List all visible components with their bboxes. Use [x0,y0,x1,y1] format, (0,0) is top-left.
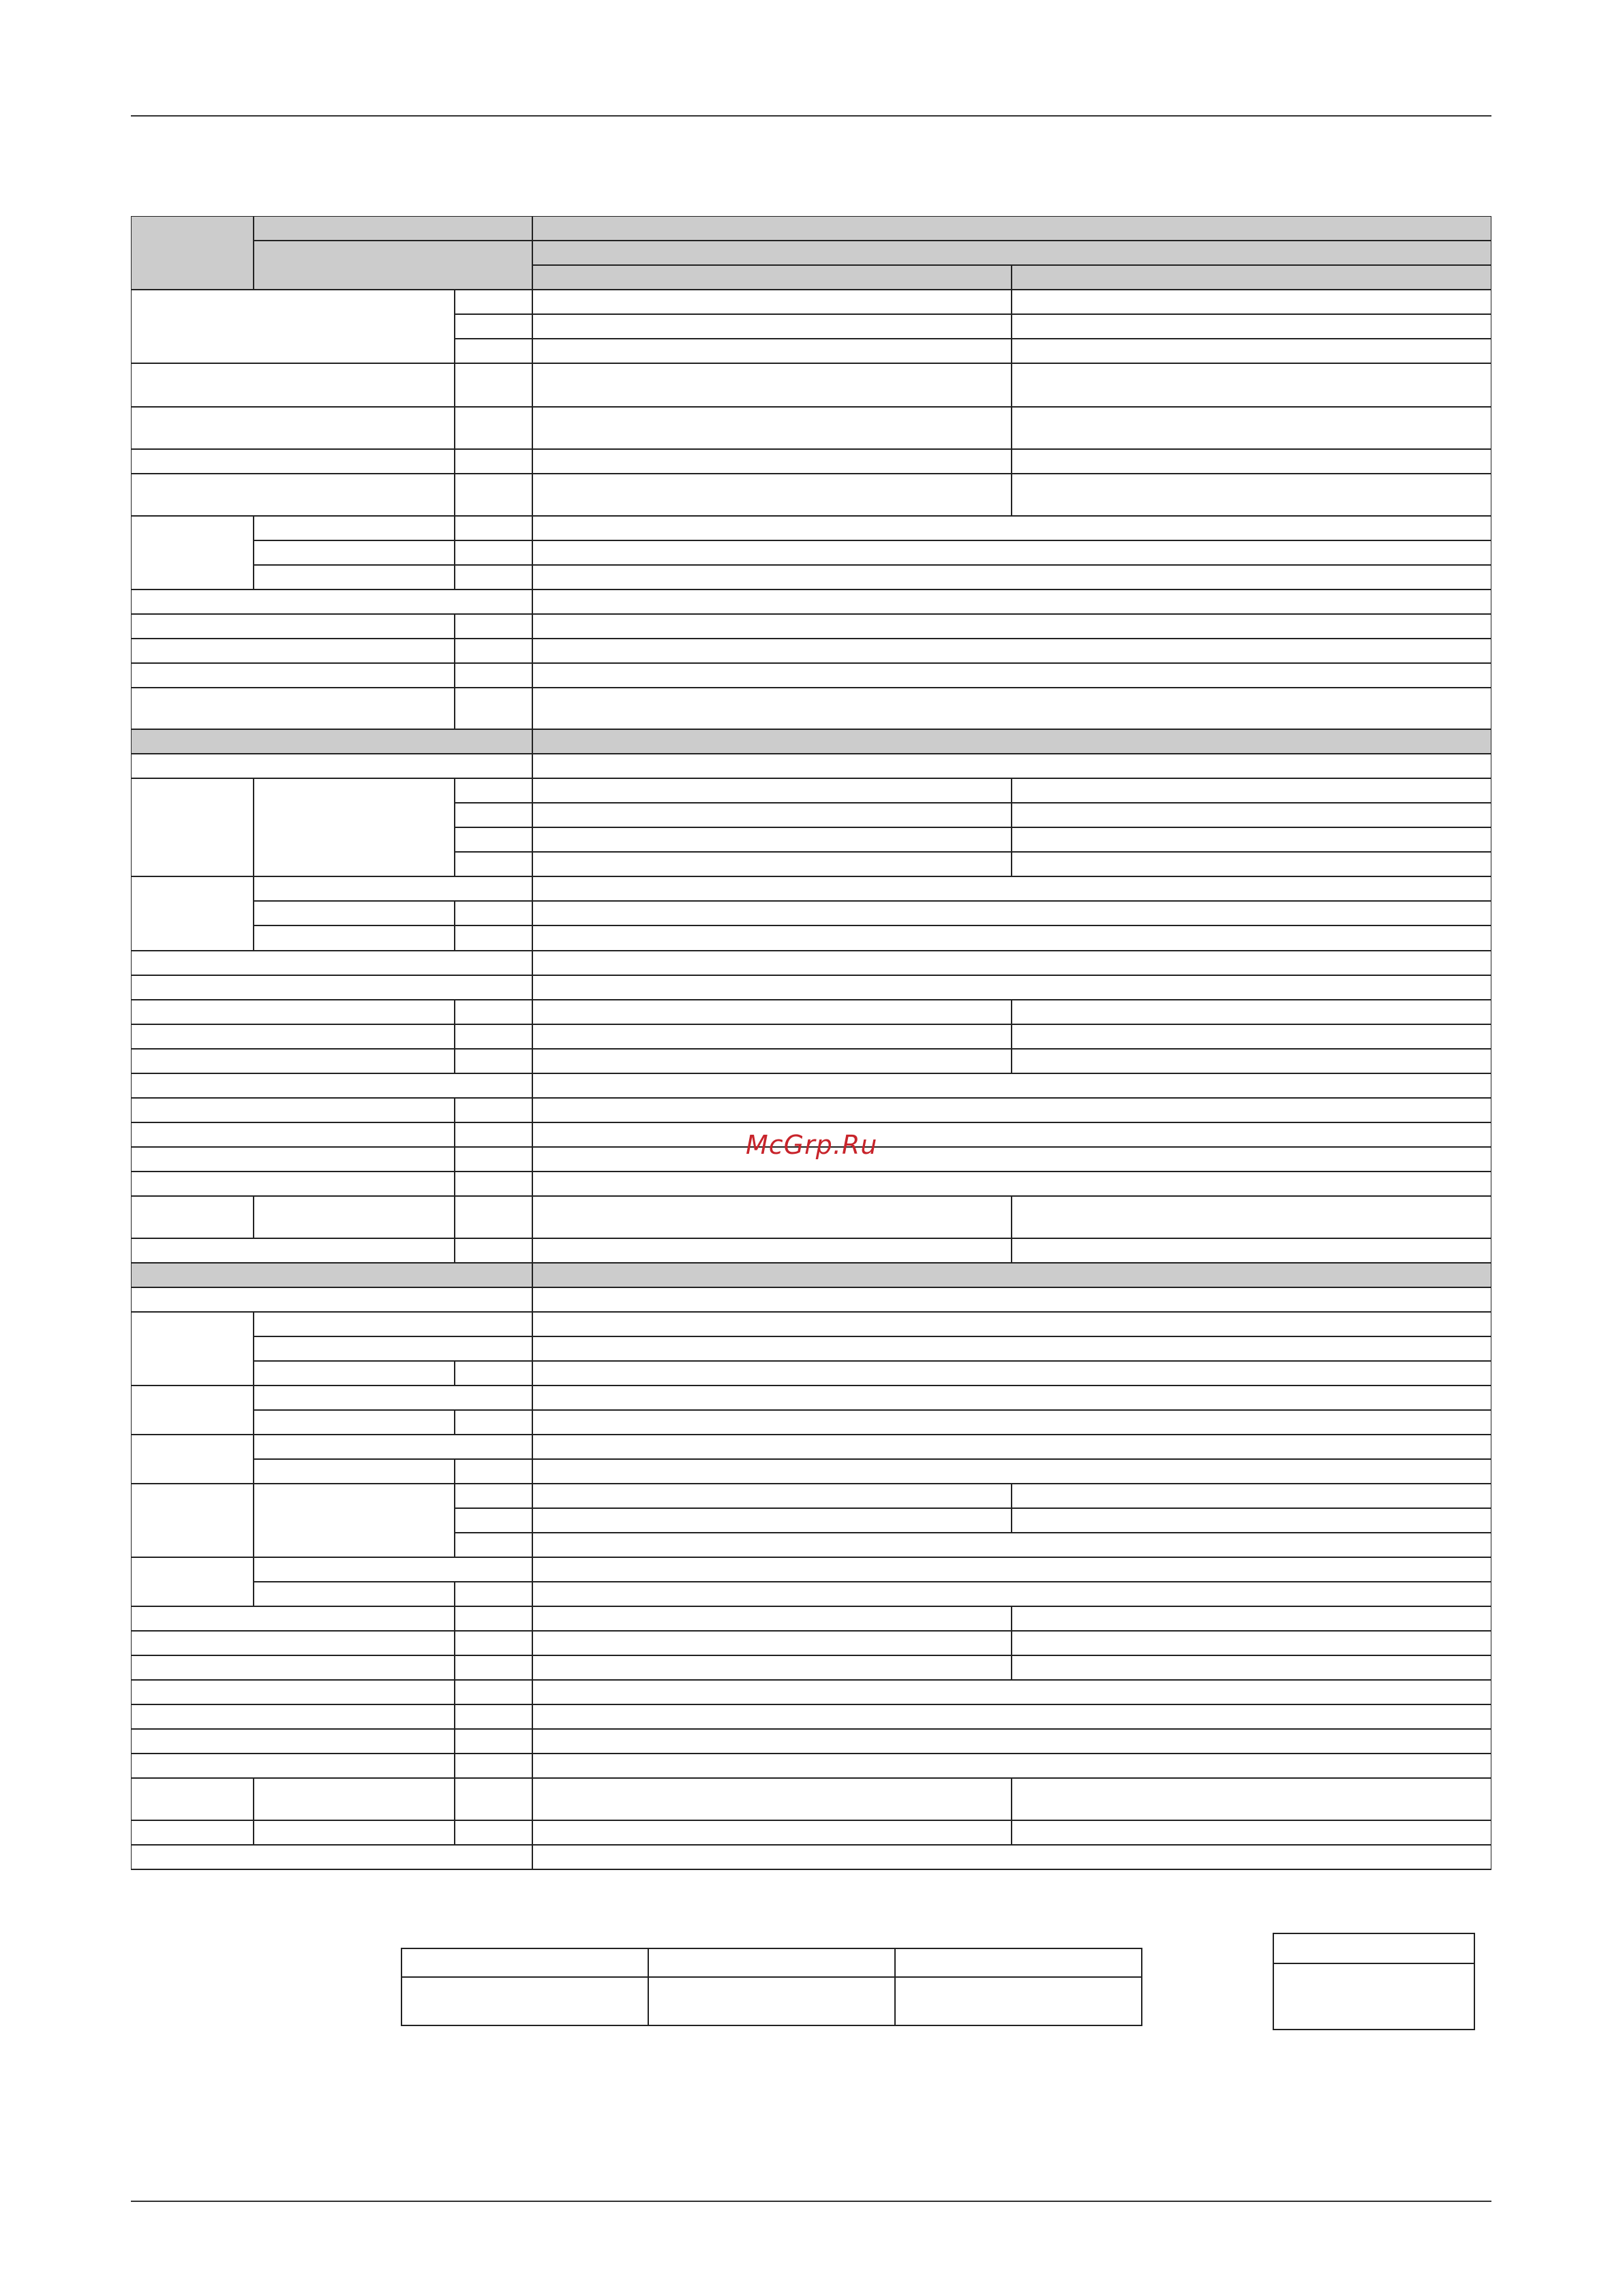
row-label-cell [254,1196,455,1238]
section-header-cell [131,729,532,754]
row-label-cell [254,1361,455,1386]
unit-cell [455,925,532,951]
value-cell [1012,314,1491,339]
unit-cell [455,1606,532,1631]
row-label-cell [131,1122,455,1147]
value-cell [532,540,1491,565]
row-label-cell [131,1098,455,1122]
row-label-cell [131,1729,455,1754]
value-cell [532,314,1012,339]
row-label-cell [131,1287,532,1312]
value-cell [532,1312,1491,1336]
row-label-cell [131,1754,455,1778]
row-label-cell [131,1024,455,1049]
approval-sign-cell [894,1976,1142,2026]
value-cell [532,1655,1012,1680]
value-cell [532,1147,1491,1172]
row-label-cell [131,590,532,614]
value-cell [532,565,1491,590]
row-label-cell [131,1000,455,1024]
watermark: McGrp.Ru [746,1130,878,1160]
value-cell [1012,363,1491,407]
value-cell [532,1820,1012,1845]
group-label-cell [131,1557,254,1606]
unit-cell [455,1484,532,1508]
value-cell [532,1361,1491,1386]
row-label-cell [131,1238,455,1263]
bottom-rule [131,2201,1491,2202]
value-cell [532,1778,1012,1820]
section-header-cell [131,1263,532,1287]
unit-cell [455,663,532,688]
group-label-cell [131,1386,254,1435]
value-cell [532,827,1012,852]
row-label-cell [254,1386,532,1410]
unit-cell [455,1533,532,1557]
value-cell [532,1098,1491,1122]
value-cell [1012,474,1491,516]
group-label-cell [131,1484,254,1557]
row-label-cell [131,1655,455,1680]
unit-cell [455,1754,532,1778]
value-cell [532,852,1012,876]
value-cell [532,407,1012,449]
value-cell [1012,1778,1491,1820]
row-label-cell [254,516,455,540]
group-label-cell [131,516,254,590]
value-cell [532,1435,1491,1459]
value-cell [532,339,1012,363]
unit-cell [455,1000,532,1024]
top-rule [131,115,1491,117]
row-label-cell [131,1704,455,1729]
value-cell [532,1680,1491,1704]
value-cell [1012,1484,1491,1508]
value-cell [532,290,1012,314]
unit-cell [455,1098,532,1122]
group-label-cell [131,1312,254,1386]
value-cell [532,1754,1491,1778]
value-cell [1012,803,1491,827]
value-cell [532,1238,1012,1263]
unit-cell [455,1820,532,1845]
unit-cell [455,290,532,314]
unit-cell [455,1122,532,1147]
unit-cell [455,778,532,803]
row-label-cell [254,1410,455,1435]
row-label-cell [131,663,455,688]
unit-cell [455,1508,532,1533]
row-label-cell [131,449,455,474]
value-cell [532,639,1491,663]
unit-cell [455,1459,532,1484]
value-cell [532,778,1012,803]
value-cell [532,925,1491,951]
unit-cell [455,1410,532,1435]
value-cell [1012,449,1491,474]
row-label-cell [131,1073,532,1098]
value-cell [532,614,1491,639]
value-cell [532,1073,1491,1098]
unit-cell [455,363,532,407]
unit-cell [455,565,532,590]
value-cell [532,1631,1012,1655]
value-cell [532,1024,1012,1049]
approval-sign-cell [401,1976,649,2026]
stamp-box-divider [1274,1963,1474,1964]
row-label-cell [254,778,455,876]
row-label-cell [131,1147,455,1172]
value-cell [532,663,1491,688]
row-label-cell [254,1312,532,1336]
header-cell [131,216,254,290]
row-label-cell [254,1484,455,1557]
value-cell [1012,1238,1491,1263]
row-label-cell [131,951,532,975]
row-label-cell [131,614,455,639]
unit-cell [455,639,532,663]
value-cell [532,449,1012,474]
unit-cell [455,614,532,639]
header-cell [254,216,532,241]
value-cell [1012,1655,1491,1680]
section-header-cell [532,1263,1491,1287]
row-label-cell [254,1820,455,1845]
unit-cell [455,852,532,876]
group-label-cell [131,1820,254,1845]
value-cell [1012,1508,1491,1533]
unit-cell [455,1631,532,1655]
row-label-cell [131,1049,455,1073]
row-label-cell [254,1336,532,1361]
unit-cell [455,540,532,565]
group-label-cell [131,778,254,876]
approval-header-cell [894,1948,1142,1978]
value-cell [1012,1000,1491,1024]
value-cell [532,951,1491,975]
group-label-cell [131,1196,254,1238]
unit-cell [455,314,532,339]
header-cell [532,216,1491,241]
value-cell [532,1386,1491,1410]
row-label-cell [131,688,455,729]
section-header-cell [532,729,1491,754]
value-cell [532,1287,1491,1312]
row-label-cell [131,1680,455,1704]
row-label-cell [254,540,455,565]
unit-cell [455,688,532,729]
header-cell [532,265,1012,290]
row-label-cell [131,975,532,1000]
unit-cell [455,1196,532,1238]
stamp-box [1273,1933,1475,2030]
row-label-cell [131,363,455,407]
row-label-cell [254,1435,532,1459]
value-cell [532,474,1012,516]
value-cell [532,803,1012,827]
unit-cell [455,1704,532,1729]
value-cell [532,1557,1491,1582]
value-cell [1012,827,1491,852]
unit-cell [455,407,532,449]
unit-cell [455,1172,532,1196]
value-cell [1012,1631,1491,1655]
value-cell [532,1172,1491,1196]
row-label-cell [131,754,532,778]
row-label-cell [254,925,455,951]
unit-cell [455,339,532,363]
value-cell [1012,1820,1491,1845]
value-cell [532,1484,1012,1508]
value-cell [532,363,1012,407]
row-label-cell [131,474,455,516]
value-cell [532,1582,1491,1606]
header-cell [532,241,1491,265]
group-label-cell [131,876,254,951]
value-cell [1012,290,1491,314]
group-label-cell [131,1435,254,1484]
row-label-cell [131,407,455,449]
value-cell [1012,1606,1491,1631]
unit-cell [455,516,532,540]
unit-cell [455,1582,532,1606]
value-cell [1012,1196,1491,1238]
row-label-cell [254,1582,455,1606]
unit-cell [455,803,532,827]
value-cell [1012,778,1491,803]
row-label-cell [254,901,455,926]
unit-cell [455,1361,532,1386]
value-cell [532,516,1491,540]
value-cell [532,1508,1012,1533]
value-cell [532,688,1491,729]
value-cell [532,901,1491,926]
value-cell [1012,339,1491,363]
value-cell [1012,407,1491,449]
value-cell [532,754,1491,778]
row-label-cell [131,639,455,663]
value-cell [532,1729,1491,1754]
row-label-cell [131,1845,532,1869]
header-cell [254,241,532,290]
value-cell [532,1336,1491,1361]
approval-header-cell [401,1948,649,1978]
row-label-cell [131,1606,455,1631]
value-cell [1012,1024,1491,1049]
row-label-cell [254,1459,455,1484]
value-cell [532,1196,1012,1238]
value-cell [532,1606,1012,1631]
value-cell [532,1410,1491,1435]
row-label-cell [254,565,455,590]
unit-cell [455,474,532,516]
value-cell [532,1049,1012,1073]
value-cell [532,876,1491,901]
value-cell [532,590,1491,614]
unit-cell [455,1655,532,1680]
value-cell [532,1000,1012,1024]
row-label-cell [254,876,532,901]
value-cell [1012,1049,1491,1073]
row-label-cell [254,1778,455,1820]
header-cell [1012,265,1491,290]
value-cell [532,1704,1491,1729]
value-cell [1012,852,1491,876]
unit-cell [455,449,532,474]
row-label-cell [131,1631,455,1655]
unit-cell [455,1049,532,1073]
unit-cell [455,827,532,852]
unit-cell [455,1778,532,1820]
approval-sign-cell [648,1976,896,2026]
approval-header-cell [648,1948,896,1978]
unit-cell [455,1729,532,1754]
value-cell [532,1122,1491,1147]
approval-table [401,1948,1145,2027]
value-cell [532,1845,1491,1869]
unit-cell [455,1024,532,1049]
unit-cell [455,1238,532,1263]
value-cell [532,975,1491,1000]
group-label-cell [131,1778,254,1820]
specification-table [131,216,1491,1871]
row-label-cell [254,1557,532,1582]
unit-cell [455,1147,532,1172]
value-cell [532,1459,1491,1484]
row-label-cell [131,1172,455,1196]
row-label-cell [131,290,455,363]
unit-cell [455,1680,532,1704]
value-cell [532,1533,1491,1557]
unit-cell [455,901,532,926]
